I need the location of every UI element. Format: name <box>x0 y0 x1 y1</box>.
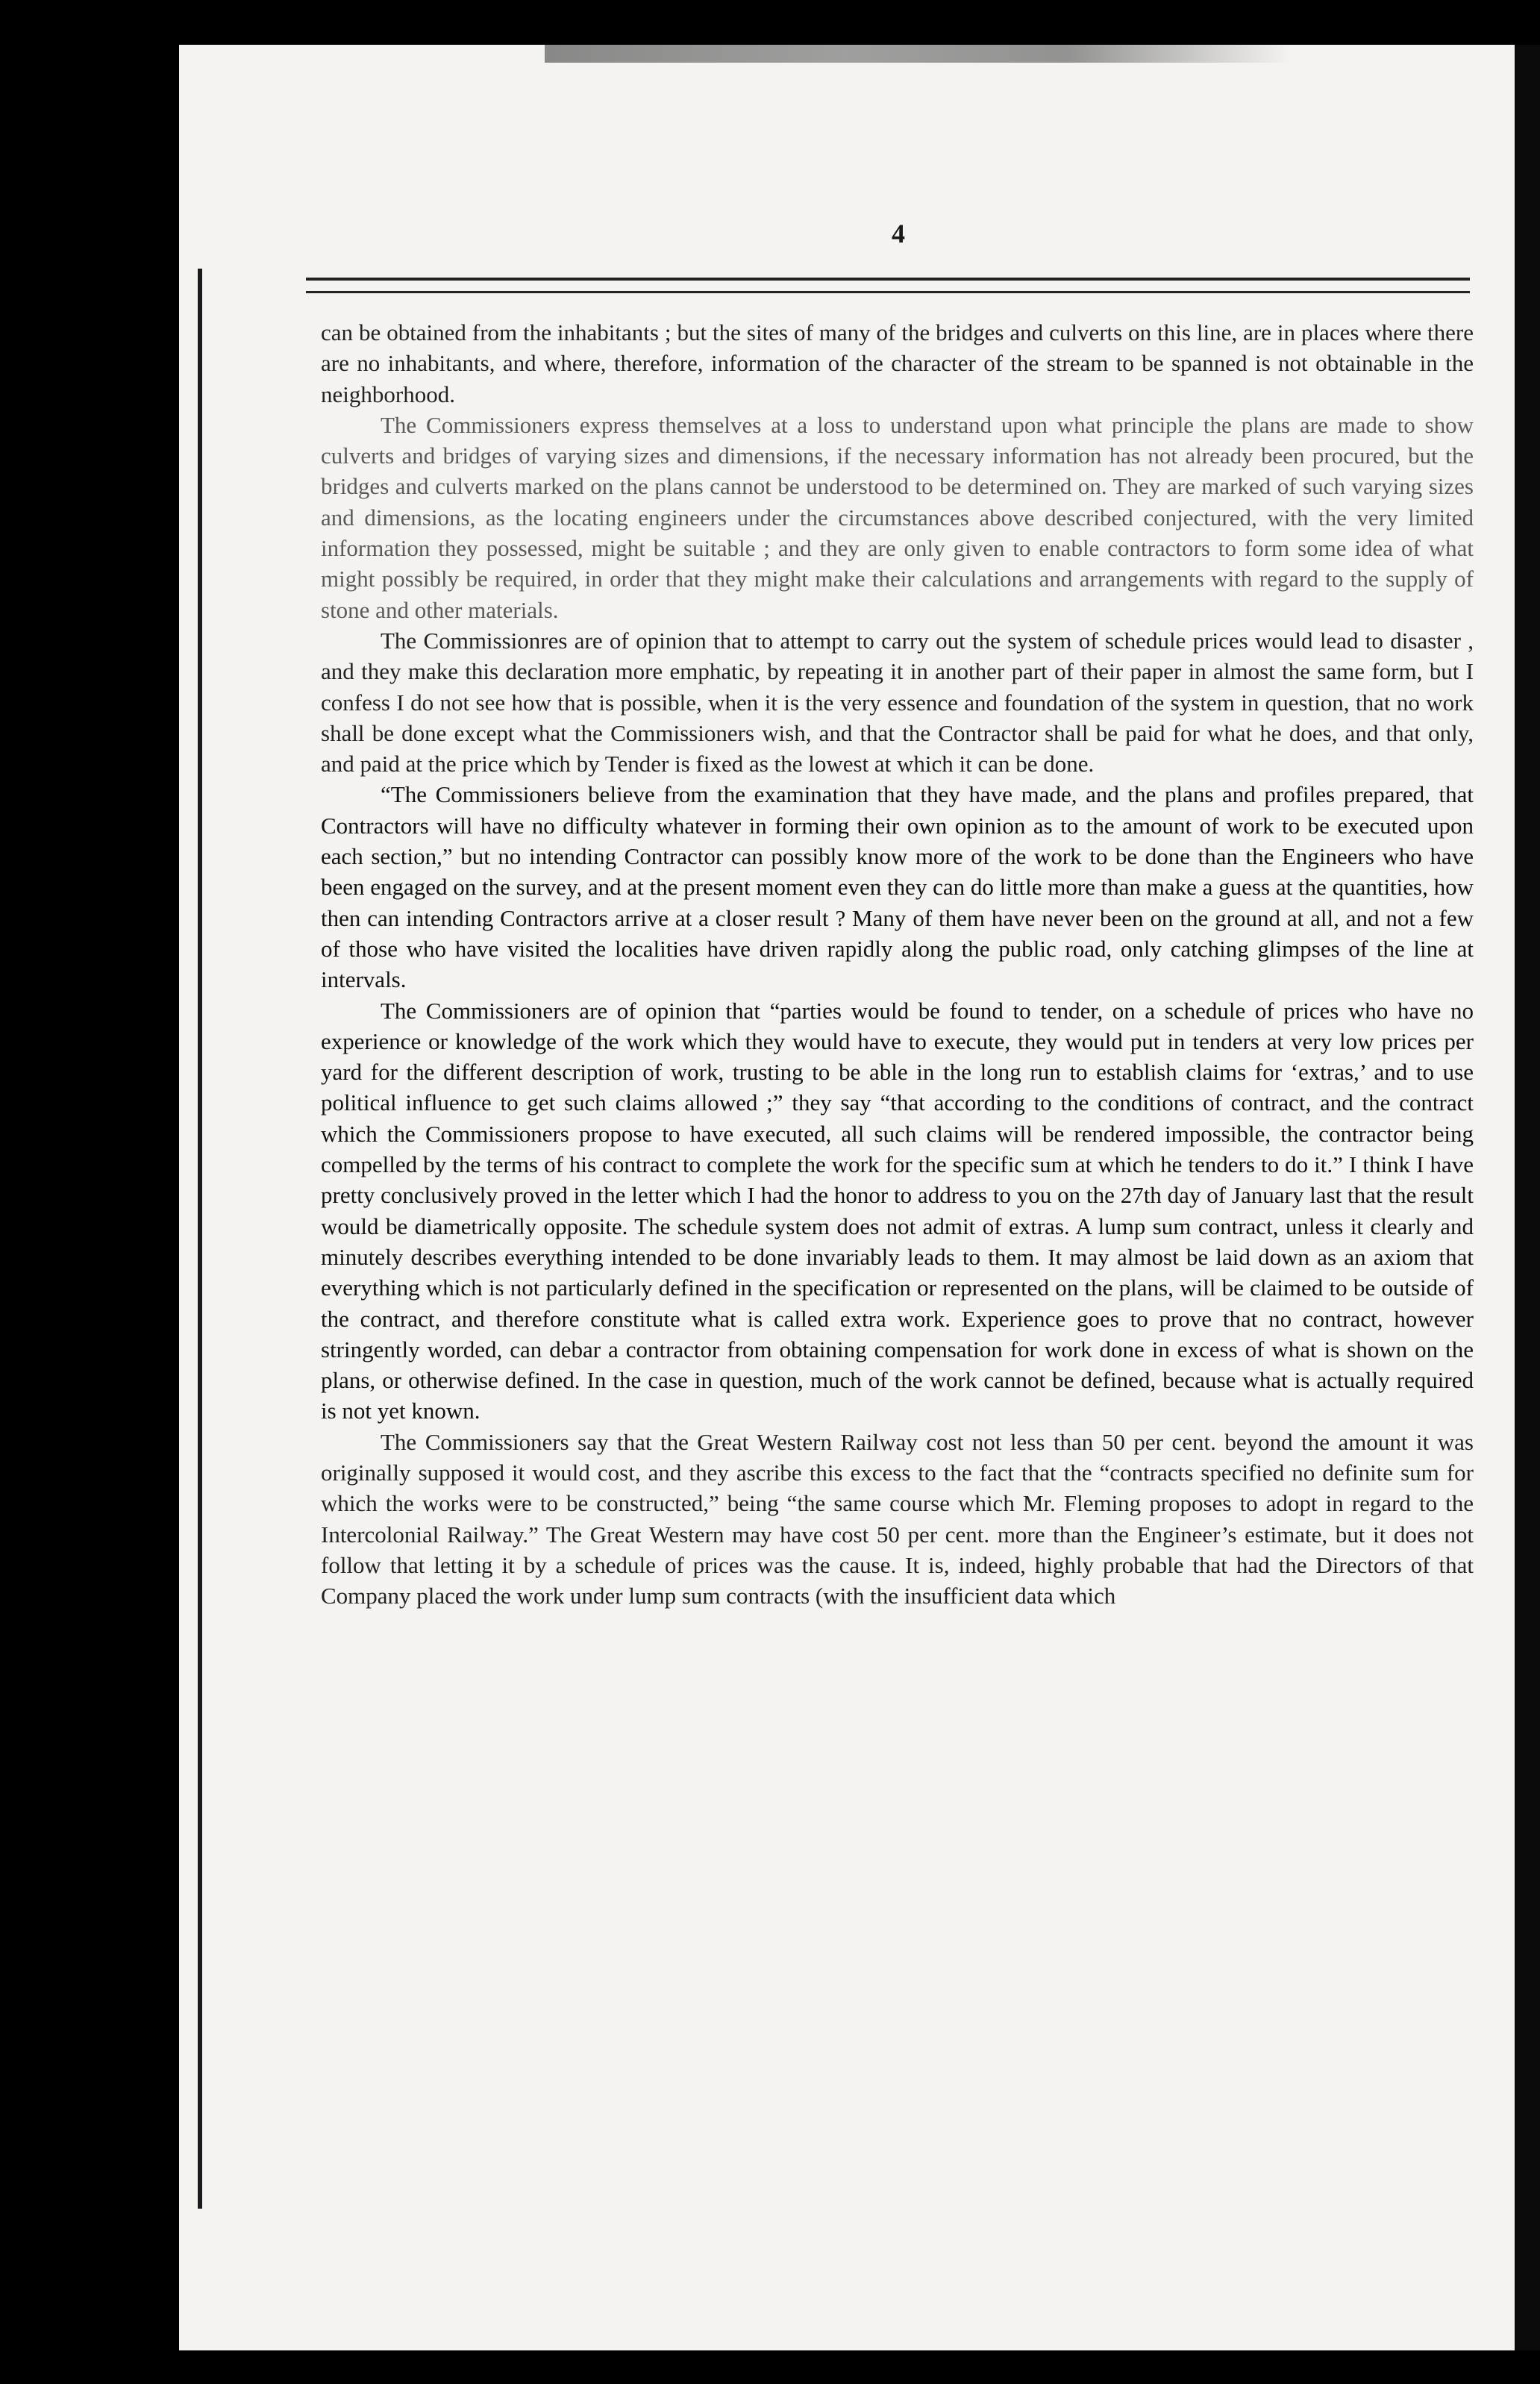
body-text <box>321 317 1474 1611</box>
scan-smudge <box>545 45 1291 63</box>
binding-margin-line <box>198 269 202 2209</box>
paragraph-5: The Commissioners are of opinion that “parties would be found to tender, on a schedule of prices who have no experience or knowledge of the work which they would have to execute, they would put in tenders at very low prices per yard for the different description of work, trusting to be able in the long run to establish claims for ‘extras,’ and to use political influence to get such claims allowed ;” they say “that according to the conditions of contract, and the contract which the Commissioners propose to have executed, all such claims will be rendered impossible, the contractor being compelled by the terms of his contract to complete the work for the specific sum at which he tenders to do it.” I think I have pretty conclusively proved in the letter which I had the honor to address to you on the 27th day of January last that the result would be diametrically opposite. The schedule system does not admit of extras. A lump sum contract, unless it clearly and minutely describes everything intended to be done invariably leads to them. It may almost be laid down as an axiom that everything which is not particularly defined in the specification or represented on the plans, will be claimed to be outside of the contract, and therefore constitute what is called extra work. Experience goes to prove that no contract, however stringently worded, can debar a contractor from obtaining compensation for work done in excess of what is shown on the plans, or otherwise defined. In the case in question, much of the work cannot be defined, because what is actually required is not yet known. <box>321 997 1474 1424</box>
scan-edge <box>1515 45 1540 2350</box>
page-number: 4 <box>892 219 905 248</box>
paragraph-2: The Commissioners express themselves at a loss to understand upon what principle the plans are made to show culverts and bridges of varying sizes and dimensions, if the necessary information has not already been procured, but the bridges and culverts marked on the plans cannot be understood to be determined on. They are marked of such varying sizes and dimensions, as the locating engineers under the circumstances above described conjectured, with the very limited information they possessed, might be suitable ; and they are only given to enable contractors to form some idea of what might possibly be required, in order that they might make their calculations and arrangements with regard to the supply of stone and other materials. <box>321 411 1474 623</box>
paragraph-4: “The Commissioners believe from the examination that they have made, and the plans and profiles prepared, that Contractors will have no difficulty whatever in forming their own opinion as to the amount of work to be executed upon each section,” but no intending Contractor can possibly know more of the work to be done than the Engineers who have been engaged on the survey, and at the present moment even they can do little more than make a guess at the quantities, how then can intending Contractors arrive at a closer result ? Many of them have never been on the ground at all, and not a few of those who have visited the localities have driven rapidly along the public road, only catching glimpses of the line at intervals. <box>321 781 1474 993</box>
paragraph-1: can be obtained from the inhabitants ; but the sites of many of the bridges and culverts on this line, are in places where there are no inhabitants, and where, therefore, information of the character of the stream to be spanned is not obtainable in the neighborhood. <box>321 319 1474 407</box>
paragraph-6: The Commissioners say that the Great Western Railway cost not less than 50 per cent. beyond the amount it was originally supposed it would cost, and they ascribe this excess to the fact that the “contracts specified no definite sum for which the works were to be constructed,” being “the same course which Mr. Fleming proposes to adopt in regard to the Intercolonial Railway.” The Great Western may have cost 50 per cent. more than the Engineer’s estimate, but it does not follow that letting it by a schedule of prices was the cause. It is, indeed, highly probable that had the Directors of that Company placed the work under lump sum contracts (with the insufficient data which <box>321 1428 1474 1609</box>
paragraph-3: The Commissionres are of opinion that to attempt to carry out the system of schedule prices would lead to disaster , and they make this declaration more emphatic, by repeating it in another part of their paper in almost the same form, but I confess I do not see how that is possible, when it is the very essence and foundation of the system in question, that no work shall be done except what the Commissioners wish, and that the Contractor shall be paid for what he does, and that only, and paid at the price which by Tender is fixed as the lowest at which it can be done. <box>321 627 1474 778</box>
header-double-rule <box>306 278 1470 293</box>
